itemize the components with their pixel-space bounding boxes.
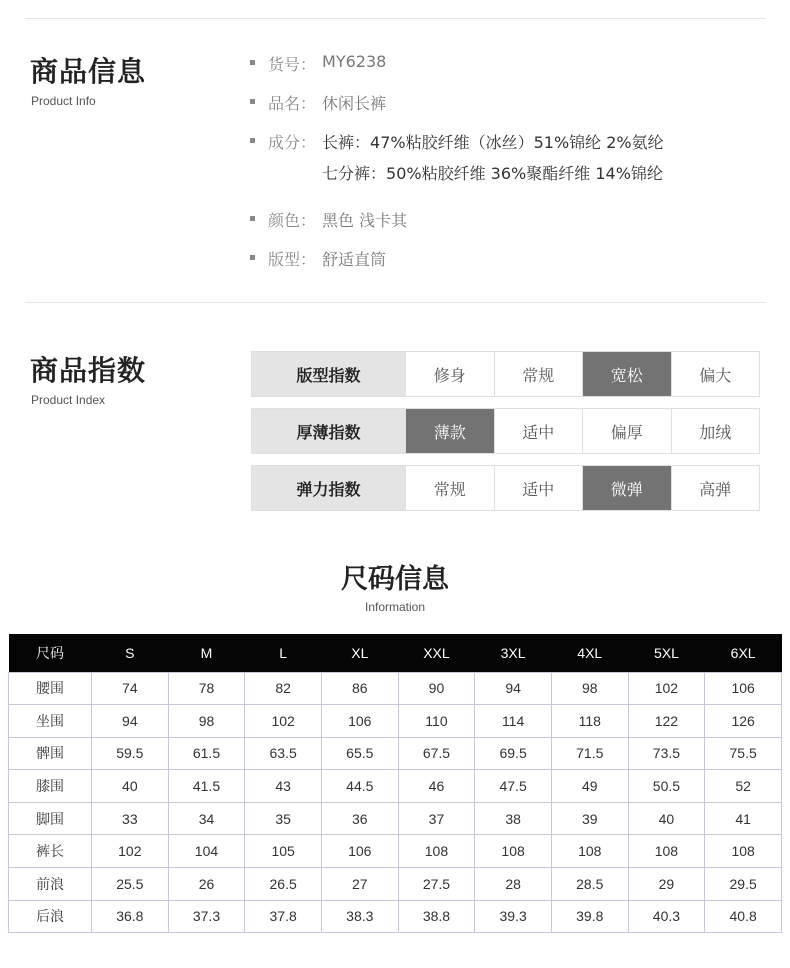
info-separator: ：: [300, 133, 317, 152]
table-row: [9, 705, 782, 738]
size-cell: 102: [92, 835, 169, 868]
info-value: 休闲长裤: [322, 94, 387, 113]
size-cell: 63.5: [245, 737, 322, 770]
size-cell: 29.5: [705, 868, 782, 901]
index-row-fit: [251, 351, 760, 397]
size-cell: 59.5: [92, 737, 169, 770]
size-cell: 40: [628, 802, 705, 835]
size-cell: 98: [168, 705, 245, 738]
info-row-fit: [250, 247, 386, 270]
size-cell: 74: [92, 672, 169, 705]
size-cell: 44.5: [321, 770, 398, 803]
size-cell: 52: [705, 770, 782, 803]
size-table: [8, 634, 782, 933]
size-cell: 41.5: [168, 770, 245, 803]
size-row-label: 后浪: [9, 900, 92, 933]
size-cell: 27: [321, 868, 398, 901]
info-separator: ：: [300, 94, 317, 113]
size-cell: 50.5: [628, 770, 705, 803]
table-row: [9, 868, 782, 901]
index-option: 宽松: [582, 352, 671, 396]
info-label: 版型: [268, 250, 301, 269]
info-label: 品名: [268, 94, 301, 113]
size-cell: 40.8: [705, 900, 782, 933]
size-cell: 104: [168, 835, 245, 868]
size-row-label: 前浪: [9, 868, 92, 901]
size-header-cell: 尺码: [9, 634, 92, 672]
product-index-title: 商品指数: [30, 354, 147, 387]
size-cell: 37: [398, 802, 475, 835]
size-cell: 25.5: [92, 868, 169, 901]
size-row-label: 腰围: [9, 672, 92, 705]
bullet-icon: [250, 60, 255, 65]
size-cell: 38.8: [398, 900, 475, 933]
index-option: 高弹: [671, 466, 760, 510]
info-value: 舒适直筒: [322, 250, 387, 269]
size-cell: 67.5: [398, 737, 475, 770]
size-cell: 26.5: [245, 868, 322, 901]
info-value: 黑色 浅卡其: [322, 211, 408, 230]
size-cell: 110: [398, 705, 475, 738]
size-cell: 106: [321, 705, 398, 738]
size-cell: 108: [628, 835, 705, 868]
composition-line-cropped-pants: 七分裤：50%粘胶纤维 36%聚酯纤维 14%锦纶: [322, 164, 663, 183]
product-info-title: 商品信息: [30, 55, 147, 88]
info-value: MY6238: [322, 52, 387, 71]
size-row-label: 膝围: [9, 770, 92, 803]
size-cell: 86: [321, 672, 398, 705]
size-cell: 90: [398, 672, 475, 705]
size-table-body: [9, 672, 782, 933]
info-row-sku: [250, 52, 386, 75]
product-info-subtitle: Product Info: [31, 94, 96, 108]
size-header-cell: S: [92, 634, 169, 672]
table-row: [9, 770, 782, 803]
info-label: 货号: [268, 55, 301, 74]
size-cell: 28: [475, 868, 552, 901]
size-header-cell: 3XL: [475, 634, 552, 672]
size-header-cell: XXL: [398, 634, 475, 672]
index-option: 加绒: [671, 409, 760, 453]
size-cell: 28.5: [551, 868, 628, 901]
size-cell: 38.3: [321, 900, 398, 933]
size-cell: 40: [92, 770, 169, 803]
index-row-thickness: [251, 408, 760, 454]
size-cell: 108: [705, 835, 782, 868]
table-row: [9, 835, 782, 868]
index-option: 偏大: [671, 352, 760, 396]
index-option: 修身: [405, 352, 494, 396]
index-label: 弹力指数: [252, 466, 405, 510]
size-cell: 73.5: [628, 737, 705, 770]
size-header-cell: 4XL: [551, 634, 628, 672]
size-row-label: 裤长: [9, 835, 92, 868]
index-label: 版型指数: [252, 352, 405, 396]
index-option: 常规: [405, 466, 494, 510]
top-divider: [25, 18, 766, 19]
size-info-subtitle: Information: [364, 600, 426, 614]
size-info-title: 尺码信息: [341, 564, 449, 595]
size-cell: 49: [551, 770, 628, 803]
bullet-icon: [250, 138, 255, 143]
size-cell: 26: [168, 868, 245, 901]
table-row: [9, 900, 782, 933]
size-row-label: 脚围: [9, 802, 92, 835]
size-cell: 108: [551, 835, 628, 868]
size-cell: 114: [475, 705, 552, 738]
size-cell: 41: [705, 802, 782, 835]
size-cell: 34: [168, 802, 245, 835]
size-cell: 102: [628, 672, 705, 705]
size-cell: 82: [245, 672, 322, 705]
size-cell: 36: [321, 802, 398, 835]
size-cell: 29: [628, 868, 705, 901]
size-cell: 61.5: [168, 737, 245, 770]
info-row-composition: [250, 130, 664, 184]
index-label: 厚薄指数: [252, 409, 405, 453]
info-row-name: [250, 91, 386, 114]
size-cell: 39.8: [551, 900, 628, 933]
index-option: 适中: [494, 466, 583, 510]
size-cell: 43: [245, 770, 322, 803]
size-row-label: 坐围: [9, 705, 92, 738]
size-cell: 47.5: [475, 770, 552, 803]
size-cell: 71.5: [551, 737, 628, 770]
middle-divider: [25, 302, 766, 303]
size-cell: 37.3: [168, 900, 245, 933]
table-row: [9, 802, 782, 835]
index-option: 适中: [494, 409, 583, 453]
info-separator: ：: [300, 211, 317, 230]
size-cell: 118: [551, 705, 628, 738]
index-option: 常规: [494, 352, 583, 396]
size-cell: 39: [551, 802, 628, 835]
index-row-elasticity: [251, 465, 760, 511]
size-cell: 36.8: [92, 900, 169, 933]
size-cell: 65.5: [321, 737, 398, 770]
size-cell: 33: [92, 802, 169, 835]
size-cell: 98: [551, 672, 628, 705]
size-table-header-row: [9, 634, 782, 672]
size-cell: 37.8: [245, 900, 322, 933]
bullet-icon: [250, 255, 255, 260]
product-index-subtitle: Product Index: [31, 393, 106, 407]
size-cell: 40.3: [628, 900, 705, 933]
size-cell: 105: [245, 835, 322, 868]
size-cell: 126: [705, 705, 782, 738]
size-cell: 106: [705, 672, 782, 705]
index-option: 偏厚: [582, 409, 671, 453]
size-cell: 102: [245, 705, 322, 738]
size-header-cell: 6XL: [705, 634, 782, 672]
info-label: 颜色: [268, 211, 301, 230]
index-option: 薄款: [405, 409, 494, 453]
size-cell: 27.5: [398, 868, 475, 901]
info-separator: ：: [300, 55, 317, 74]
size-cell: 94: [475, 672, 552, 705]
size-cell: 108: [398, 835, 475, 868]
size-row-label: 髀围: [9, 737, 92, 770]
composition-line-long-pants: 长裤：47%粘胶纤维（冰丝）51%锦纶 2%氨纶: [322, 133, 664, 152]
size-cell: 75.5: [705, 737, 782, 770]
size-cell: 46: [398, 770, 475, 803]
size-cell: 35: [245, 802, 322, 835]
size-header-cell: M: [168, 634, 245, 672]
size-cell: 69.5: [475, 737, 552, 770]
info-separator: ：: [300, 250, 317, 269]
table-row: [9, 737, 782, 770]
bullet-icon: [250, 216, 255, 221]
size-header-cell: 5XL: [628, 634, 705, 672]
size-cell: 122: [628, 705, 705, 738]
size-header-cell: L: [245, 634, 322, 672]
composition-lines: [322, 130, 664, 184]
info-label: 成分: [268, 133, 301, 152]
size-cell: 78: [168, 672, 245, 705]
size-cell: 39.3: [475, 900, 552, 933]
size-cell: 38: [475, 802, 552, 835]
size-cell: 106: [321, 835, 398, 868]
bullet-icon: [250, 99, 255, 104]
table-row: [9, 672, 782, 705]
size-cell: 94: [92, 705, 169, 738]
size-header-cell: XL: [321, 634, 398, 672]
size-cell: 108: [475, 835, 552, 868]
info-row-color: [250, 208, 407, 231]
index-option: 微弹: [582, 466, 671, 510]
